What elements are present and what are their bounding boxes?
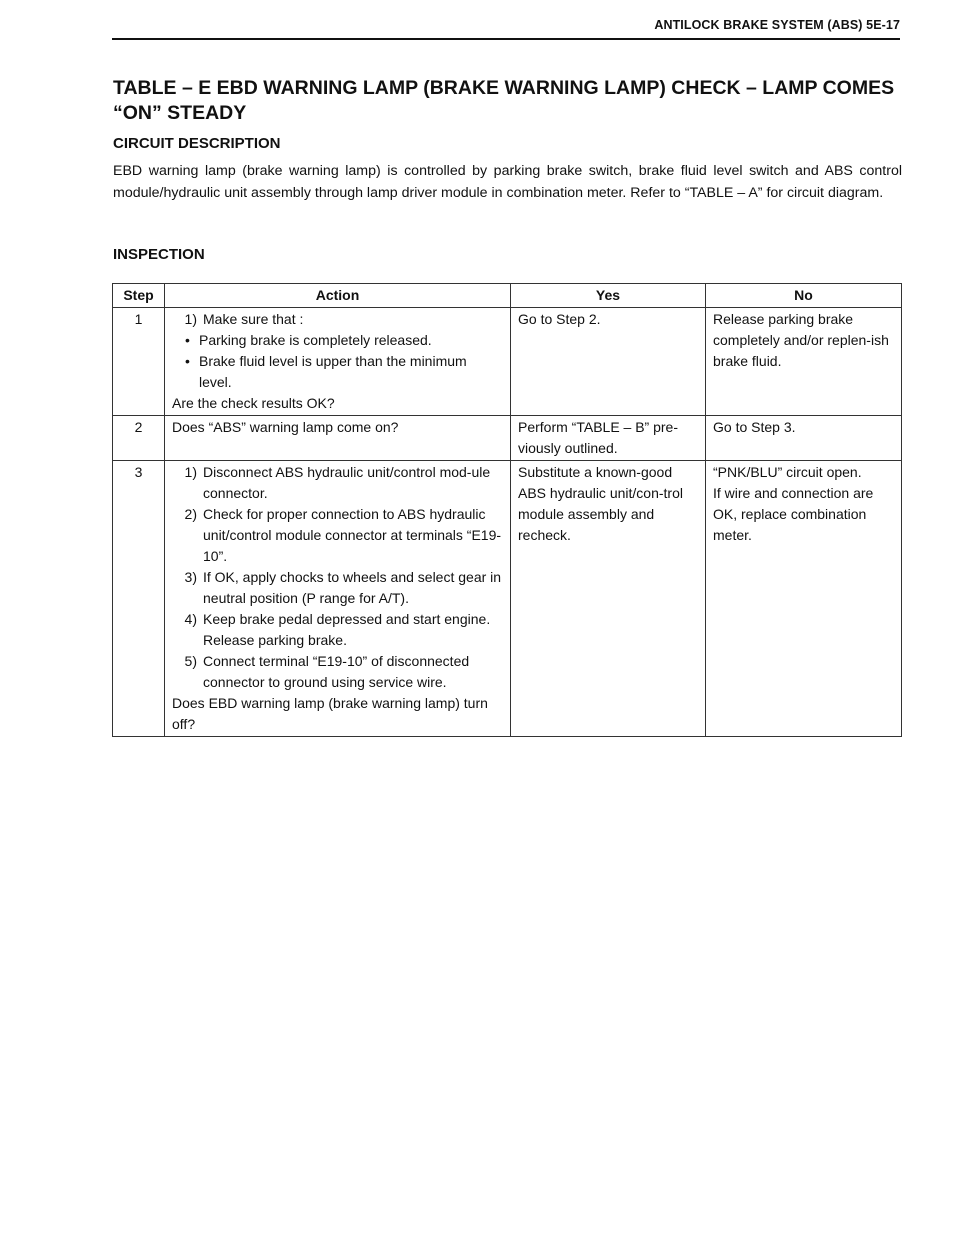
page-title: TABLE – E EBD WARNING LAMP (BRAKE WARNING LAMP) CHECK – LAMP COMES “ON” STEADY	[113, 77, 895, 124]
action-question: Does EBD warning lamp (brake warning lamp) turn off?	[172, 695, 488, 732]
column-header-no: No	[706, 284, 902, 308]
no-text: If wire and connection are OK, replace combination meter.	[713, 485, 874, 543]
item-text: Connect terminal “E19-10” of disconnected connector to ground using service wire.	[203, 653, 470, 690]
yes-cell: Perform “TABLE – B” pre-viously outlined.	[511, 416, 706, 461]
bullet-text: Brake fluid level is upper than the minimum level.	[199, 353, 467, 390]
bullet-item	[172, 330, 503, 351]
item-number: 1)	[184, 311, 197, 327]
no-cell: Go to Step 3.	[706, 416, 902, 461]
action-item	[172, 567, 503, 609]
inspection-heading: INSPECTION	[113, 246, 205, 263]
header-rule	[112, 38, 900, 40]
bullet-icon: •	[185, 332, 190, 348]
table-row	[113, 461, 902, 737]
circuit-description-heading: CIRCUIT DESCRIPTION	[113, 135, 281, 152]
item-number: 2)	[184, 506, 197, 522]
column-header-step: Step	[113, 284, 165, 308]
no-cell	[706, 461, 902, 737]
circuit-description-text: EBD warning lamp (brake warning lamp) is controlled by parking brake switch, brake fluid level switch and ABS control module/hydraulic unit assembly through lamp driver module in combination meter. Refer to “TABLE – A” for circuit diagram.	[113, 163, 902, 201]
action-item	[172, 609, 503, 630]
column-header-action: Action	[165, 284, 511, 308]
item-number: 1)	[184, 464, 197, 480]
action-item	[172, 462, 503, 504]
item-continuation: Release parking brake.	[203, 632, 347, 648]
yes-cell: Substitute a known-good ABS hydraulic unit/con-trol module assembly and recheck.	[511, 461, 706, 737]
step-number: 3	[113, 461, 165, 737]
item-text: Check for proper connection to ABS hydraulic unit/control module connector at terminals “E19-10”.	[203, 506, 502, 564]
action-cell	[165, 461, 511, 737]
action-question: Does “ABS” warning lamp come on?	[172, 419, 399, 435]
running-header: ANTILOCK BRAKE SYSTEM (ABS) 5E-17	[654, 18, 900, 32]
step-number: 2	[113, 416, 165, 461]
item-number: 3)	[184, 569, 197, 585]
item-text: If OK, apply chocks to wheels and select gear in neutral position (P range for A/T).	[203, 569, 502, 606]
column-header-yes: Yes	[511, 284, 706, 308]
no-text: “PNK/BLU” circuit open.	[713, 464, 862, 480]
no-cell: Release parking brake completely and/or replen-ish brake fluid.	[706, 308, 902, 416]
item-number: 4)	[184, 611, 197, 627]
bullet-item	[172, 351, 503, 393]
item-text: Disconnect ABS hydraulic unit/control mod-ule connector.	[203, 464, 491, 501]
bullet-icon: •	[185, 353, 190, 369]
action-item	[172, 651, 503, 693]
step-number: 1	[113, 308, 165, 416]
action-item	[172, 309, 503, 330]
action-item	[172, 504, 503, 567]
action-cell	[165, 416, 511, 461]
item-text: Make sure that :	[203, 311, 304, 327]
table-header-row	[113, 284, 902, 308]
item-text: Keep brake pedal depressed and start engine.	[203, 611, 491, 627]
action-question: Are the check results OK?	[172, 395, 335, 411]
item-number: 5)	[184, 653, 197, 669]
action-cell	[165, 308, 511, 416]
inspection-table	[112, 283, 902, 737]
table-row	[113, 308, 902, 416]
bullet-text: Parking brake is completely released.	[199, 332, 432, 348]
table-row	[113, 416, 902, 461]
yes-cell: Go to Step 2.	[511, 308, 706, 416]
